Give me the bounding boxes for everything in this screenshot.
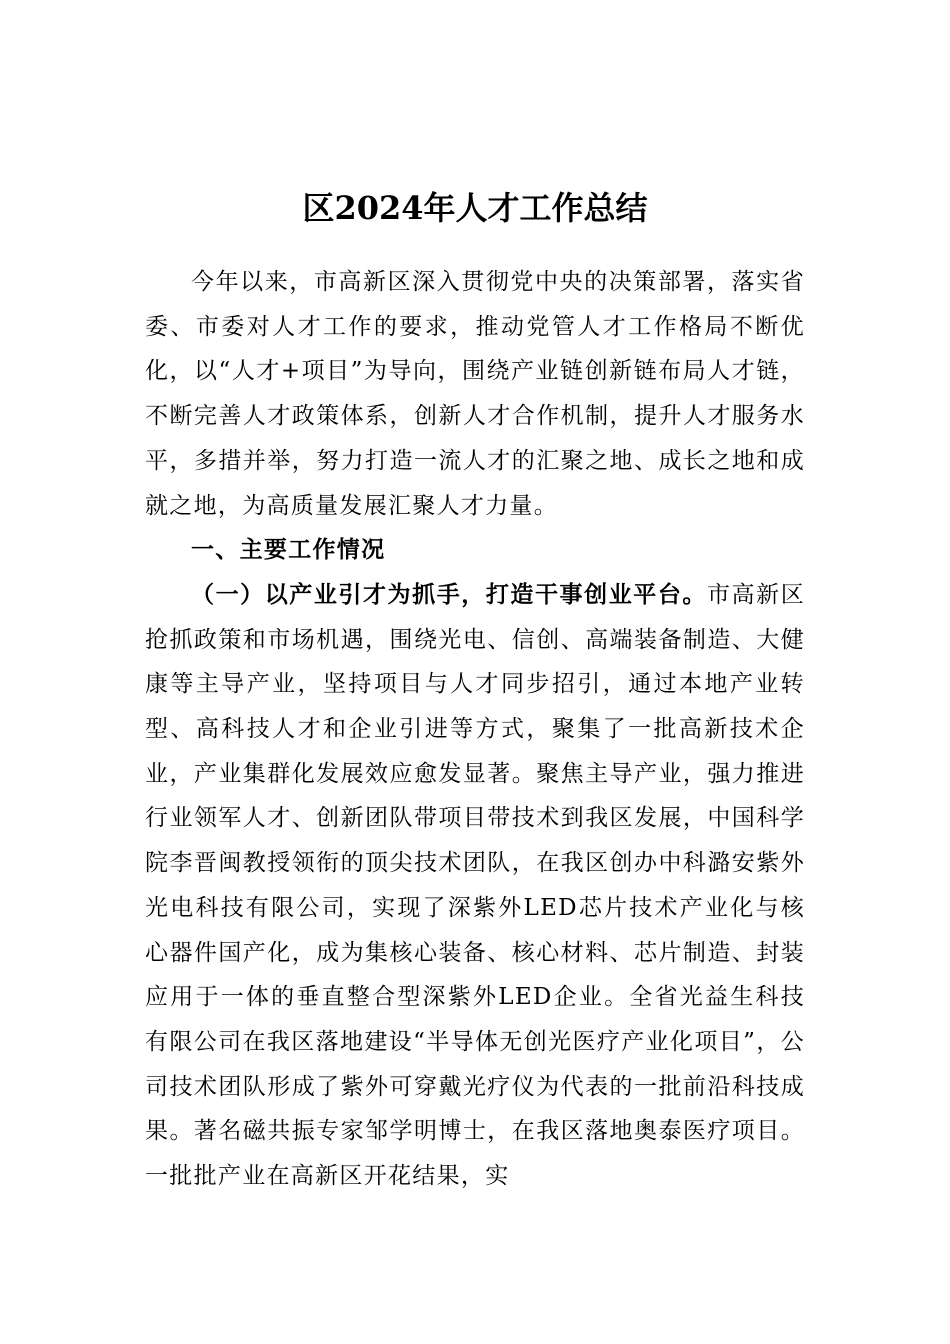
subsection-lead: （一）以产业引才为抓手，打造干事创业平台。 — [191, 580, 707, 608]
document-title: 区2024年人才工作总结 — [302, 189, 648, 228]
subsection-paragraph — [145, 573, 805, 1199]
document-body — [145, 260, 805, 1199]
intro-paragraph: 今年以来，市高新区深入贯彻党中央的决策部署，落实省委、市委对人才工作的要求，推动党管人才工作格局不断优化，以“人才+项目”为导向，围绕产业链创新链布局人才链，不断完善人才政策体系，创新人才合作机制，提升人才服务水平，多措并举，努力打造一流人才的汇聚之地、成长之地和成就之地，为高质量发展汇聚人才力量。 — [145, 269, 805, 519]
section-heading: 一、主要工作情况 — [191, 537, 386, 564]
subsection-body: 市高新区抢抓政策和市场机遇，围绕光电、信创、高端装备制造、大健康等主导产业，坚持项目与人才同步招引，通过本地产业转型、高科技人才和企业引进等方式，聚集了一批高新技术企业，产业集群化发展效应愈发显著。聚焦主导产业，强力推进行业领军人才、创新团队带项目带技术到我区发展，中国科学院李晋闽教授领衔的顶尖技术团队，在我区创办中科潞安紫外光电科技有限公司，实现了深紫外LED芯片技术产业化与核心器件国产化，成为集核心装备、核心材料、芯片制造、封装应用于一体的垂直整合型深紫外LED企业。全省光益生科技有限公司在我区落地建设“半导体无创光医疗产业化项目”，公司技术团队形成了紫外可穿戴光疗仪为代表的一批前沿科技成果。著名磁共振专家邹学明博士，在我区落地奥泰医疗项目。一批批产业在高新区开花结果，实 — [145, 581, 805, 1190]
